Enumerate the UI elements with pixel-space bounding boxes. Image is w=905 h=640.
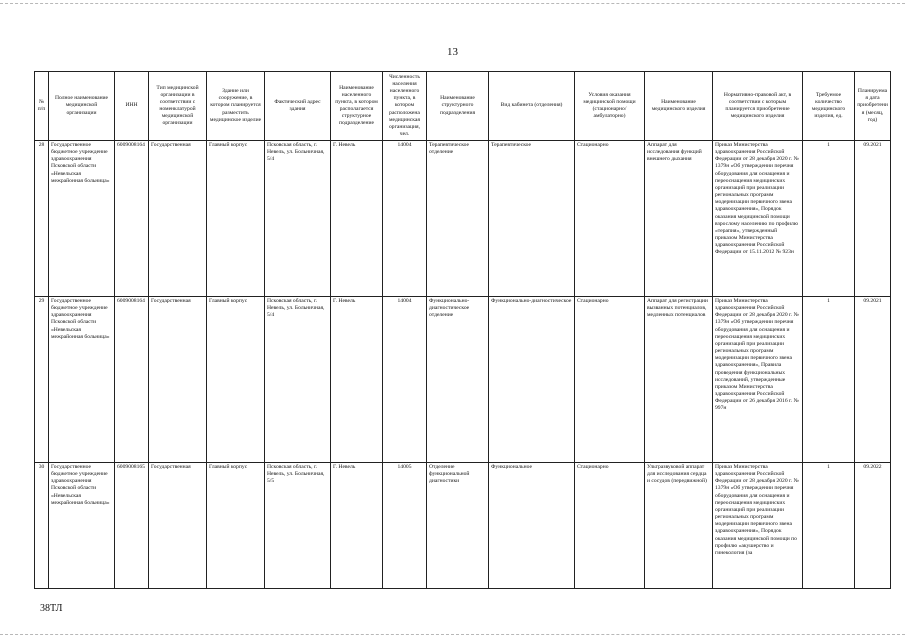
header-cell-date: Планируемая дата приобретения (месяц, год): [855, 72, 891, 141]
header-cell-qty: Требуемое количество медицинского изделия, ед.: [803, 72, 855, 141]
page-number: 13: [447, 46, 458, 58]
header-cell-address: Фактический адрес здания: [265, 72, 331, 141]
cell-date: 09.2021: [855, 297, 891, 463]
cell-qty: 1: [803, 463, 855, 589]
cell-act: Приказ Министерства здравоохранения Российской Федерации от 28 декабря 2020 г. № 1379н «Об утверждении перечня оборудования для оснащения и переоснащения медицинских организаций при реализации региональных программ модернизации первичного звена здравоохранения», Порядок оказания медицинской помощи по профилю «акушерство и гинекология (за: [713, 463, 803, 589]
cell-qty: 1: [803, 141, 855, 297]
cell-cabinet: Функциональное: [489, 463, 575, 589]
cell-locality: Г. Невель: [331, 141, 383, 297]
table-row: [35, 463, 891, 589]
cell-type: Государственная: [149, 463, 207, 589]
header-cell-conditions: Условия оказания медицинской помощи (стационарно/ амбулаторно): [575, 72, 645, 141]
cell-building: Главный корпус: [207, 463, 265, 589]
cell-address: Псковская область, г. Невель, ул. Больничная, 5/5: [265, 463, 331, 589]
cell-population: 14004: [383, 141, 427, 297]
cell-device: Ультразвуковой аппарат для исследования сердца и сосудов (передвижной): [645, 463, 713, 589]
cell-num: 29: [35, 297, 49, 463]
cell-num: 30: [35, 463, 49, 589]
header-cell-num: № п/п: [35, 72, 49, 141]
header-cell-locality: Наименование населенного пункта, в котором располагается структурное подразделение: [331, 72, 383, 141]
cell-population: 14005: [383, 463, 427, 589]
cell-building: Главный корпус: [207, 141, 265, 297]
header-cell-inn: ИНН: [115, 72, 149, 141]
cell-qty: 1: [803, 297, 855, 463]
header-cell-act: Нормативно-правовой акт, в соответствии с которым планируется приобретение медицинского изделия: [713, 72, 803, 141]
cell-num: 28: [35, 141, 49, 297]
cell-conditions: Стационарно: [575, 141, 645, 297]
table-row: [35, 297, 891, 463]
cell-type: Государственная: [149, 141, 207, 297]
header-cell-device: Наименование медицинского изделия: [645, 72, 713, 141]
cell-inn: 6009008164: [115, 297, 149, 463]
cell-conditions: Стационарно: [575, 297, 645, 463]
cell-locality: Г. Невель: [331, 297, 383, 463]
scan-edge-top: [0, 3, 905, 4]
cell-conditions: Стационарно: [575, 463, 645, 589]
header-cell-unit: Наименование структурного подразделения: [427, 72, 489, 141]
cell-locality: Г. Невель: [331, 463, 383, 589]
document-code: 38ТЛ: [40, 603, 63, 614]
header-cell-population: Численность населения населенного пункта, в котором расположена медицинская организация, чел.: [383, 72, 427, 141]
equipment-table: [34, 71, 891, 589]
cell-population: 14004: [383, 297, 427, 463]
cell-unit: Отделение функциональной диагностики: [427, 463, 489, 589]
cell-org: Государственное бюджетное учреждение здравоохранения Псковской области «Невельская межрайонная больница»: [49, 297, 115, 463]
cell-cabinet: Функционально-диагностическое: [489, 297, 575, 463]
cell-type: Государственная: [149, 297, 207, 463]
cell-address: Псковская область, г. Невель, ул. Больничная, 5/4: [265, 141, 331, 297]
cell-act: Приказ Министерства здравоохранения Российской Федерации от 28 декабря 2020 г. № 1379н «Об утверждении перечня оборудования для оснащения и переоснащения медицинских организаций при реализации региональных программ модернизации первичного звена здравоохранения», Порядок оказания медицинской помощи взрослому населению по профилю «терапия», утвержденный приказом Министерства здравоохранения Российской Федерации от 15.11.2012 № 923н: [713, 141, 803, 297]
cell-inn: 6009008165: [115, 463, 149, 589]
cell-date: 09.2021: [855, 141, 891, 297]
header-cell-cabinet: Вид кабинета (отделения): [489, 72, 575, 141]
table-row: [35, 141, 891, 297]
cell-device: Аппарат для исследования функций внешнего дыхания: [645, 141, 713, 297]
cell-org: Государственное бюджетное учреждение здравоохранения Псковской области «Невельская межрайонная больница»: [49, 463, 115, 589]
cell-building: Главный корпус: [207, 297, 265, 463]
cell-unit: Функционально-диагностическое отделение: [427, 297, 489, 463]
cell-address: Псковская область, г. Невель, ул. Больничная, 5/4: [265, 297, 331, 463]
cell-org: Государственное бюджетное учреждение здравоохранения Псковской области «Невельская межрайонная больница»: [49, 141, 115, 297]
cell-device: Аппарат для регистрации вызванных потенциалов, медленных потенциалов: [645, 297, 713, 463]
scan-edge-bottom: [0, 634, 905, 635]
header-row: [35, 72, 891, 141]
header-cell-type: Тип медицинской организации в соответствии с номенклатурой медицинской организации: [149, 72, 207, 141]
cell-inn: 6009008164: [115, 141, 149, 297]
cell-cabinet: Терапевтическое: [489, 141, 575, 297]
header-cell-org: Полное наименование медицинской организации: [49, 72, 115, 141]
header-cell-building: Здание или сооружение, в котором планируется разместить медицинское изделие: [207, 72, 265, 141]
cell-unit: Терапевтическое отделение: [427, 141, 489, 297]
cell-act: Приказ Министерства здравоохранения Российской Федерации от 28 декабря 2020 г. № 1379н «Об утверждении перечня оборудования для оснащения и переоснащения медицинских организаций при реализации региональных программ модернизации первичного звена здравоохранения», Правила проведения функциональных исследований, утвержденные приказом Министерства здравоохранения Российской Федерации от 26 декабря 2016 г. № 997н: [713, 297, 803, 463]
cell-date: 09.2022: [855, 463, 891, 589]
